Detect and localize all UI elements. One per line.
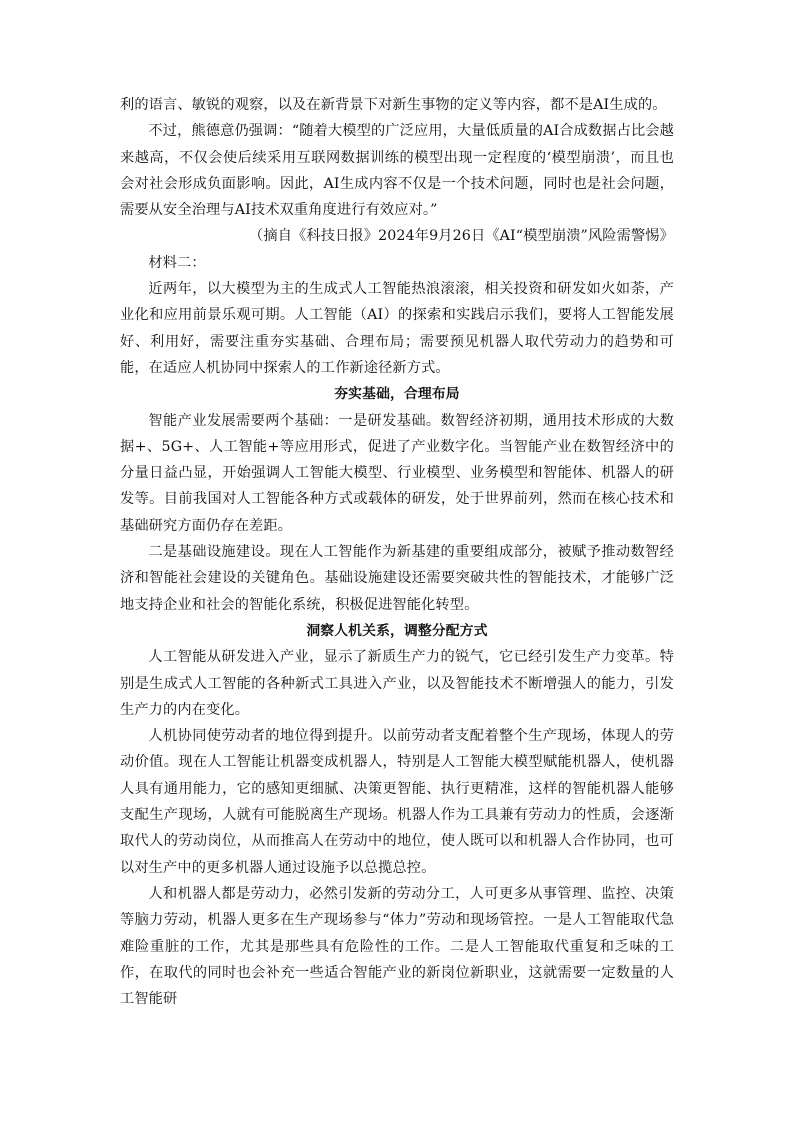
paragraph-continuation: 利的语言、敏锐的观察，以及在新背景下对新生事物的定义等内容，都不是AI生成的。: [120, 97, 667, 113]
paragraph-collaboration: 人机协同使劳动者的地位得到提升。以前劳动者支配着整个生产现场，体现人的劳动价值。现在人工智能让机器变成机器人，特别是人工智能大模型赋能机器人，使机器人具有通用能力，它的感知更细腻、决策更智能、执行更精准，这样的智能机器人能够支配生产现场，人就有可能脱离生产现场。机器人作为工具兼有劳动力的性质，会逐渐取代人的劳动岗位，从而推高人在劳动中的地位，使人既可以和机器人合作协同，也可以对生产中的更多机器人通过设施予以总揽总控。: [120, 728, 674, 876]
paragraph-intro: 近两年，以大模型为主的生成式人工智能热浪滚滚，相关投资和研发如火如荼，产业化和应用前景乐观可期。人工智能（AI）的探索和实践启示我们，要将人工智能发展好、利用好，需要注重夯实基础、合理布局；需要预见机器人取代劳动力的趋势和可能，在适应人机协同中探索人的工作新途径新方式。: [120, 281, 674, 376]
paragraph-division-of-labor: 人和机器人都是劳动力，必然引发新的劳动分工，人可更多从事管理、监控、决策等脑力劳动，机器人更多在生产现场参与“体力”劳动和现场管控。一是人工智能取代急难险重脏的工作，尤其是那些具有危险性的工作。二是人工智能取代重复和乏味的工作，在取代的同时也会补充一些适合智能产业的新岗位新职业，这就需要一定数量的人工智能研: [120, 885, 674, 1008]
document-page: [120, 92, 674, 1012]
paragraph-research: 智能产业发展需要两个基础：一是研发基础。数智经济初期，通用技术形成的大数据+、5G+、人工智能+等应用形式，促进了产业数字化。当智能产业在数智经济中的分量日益凸显，开始强调人工智能大模型、行业模型、业务模型和智能体、机器人的研发等。目前我国对人工智能各种方式或载体的研发，处于世界前列，然而在核心技术和基础研究方面仍存在差距。: [120, 412, 674, 534]
paragraph-infrastructure: 二是基础设施建设。现在人工智能作为新基建的重要组成部分，被赋予推动数智经济和智能社会建设的关键角色。基础设施建设还需要突破共性的智能技术，才能够广泛地支持企业和社会的智能化系统，积极促进智能化转型。: [120, 544, 674, 613]
material-label: 材料二：: [148, 254, 206, 271]
paragraph-productivity: 人工智能从研发进入产业，显示了新质生产力的锐气，它已经引发生产力变革。特别是生成式人工智能的各种新式工具进入产业，以及智能技术不断增强人的能力，引发生产力的内在变化。: [120, 649, 674, 718]
section-heading-human-machine: 洞察人机关系，调整分配方式: [306, 622, 488, 639]
source-citation: （摘自《科技日报》2024年9月26日《AI“模型崩溃”风险需警惕》: [249, 228, 674, 245]
section-heading-foundation: 夯实基础，合理布局: [334, 386, 460, 403]
paragraph-quote: 不过，熊德意仍强调：“随着大模型的广泛应用，大量低质量的AI合成数据占比会越来越高，不仅会使后续采用互联网数据训练的模型出现一定程度的‘模型崩溃’，而且也会对社会形成负面影响。因此，AI生成内容不仅是一个技术问题，同时也是社会问题，需要从安全治理与AI技术双重角度进行有效应对。”: [120, 123, 674, 219]
